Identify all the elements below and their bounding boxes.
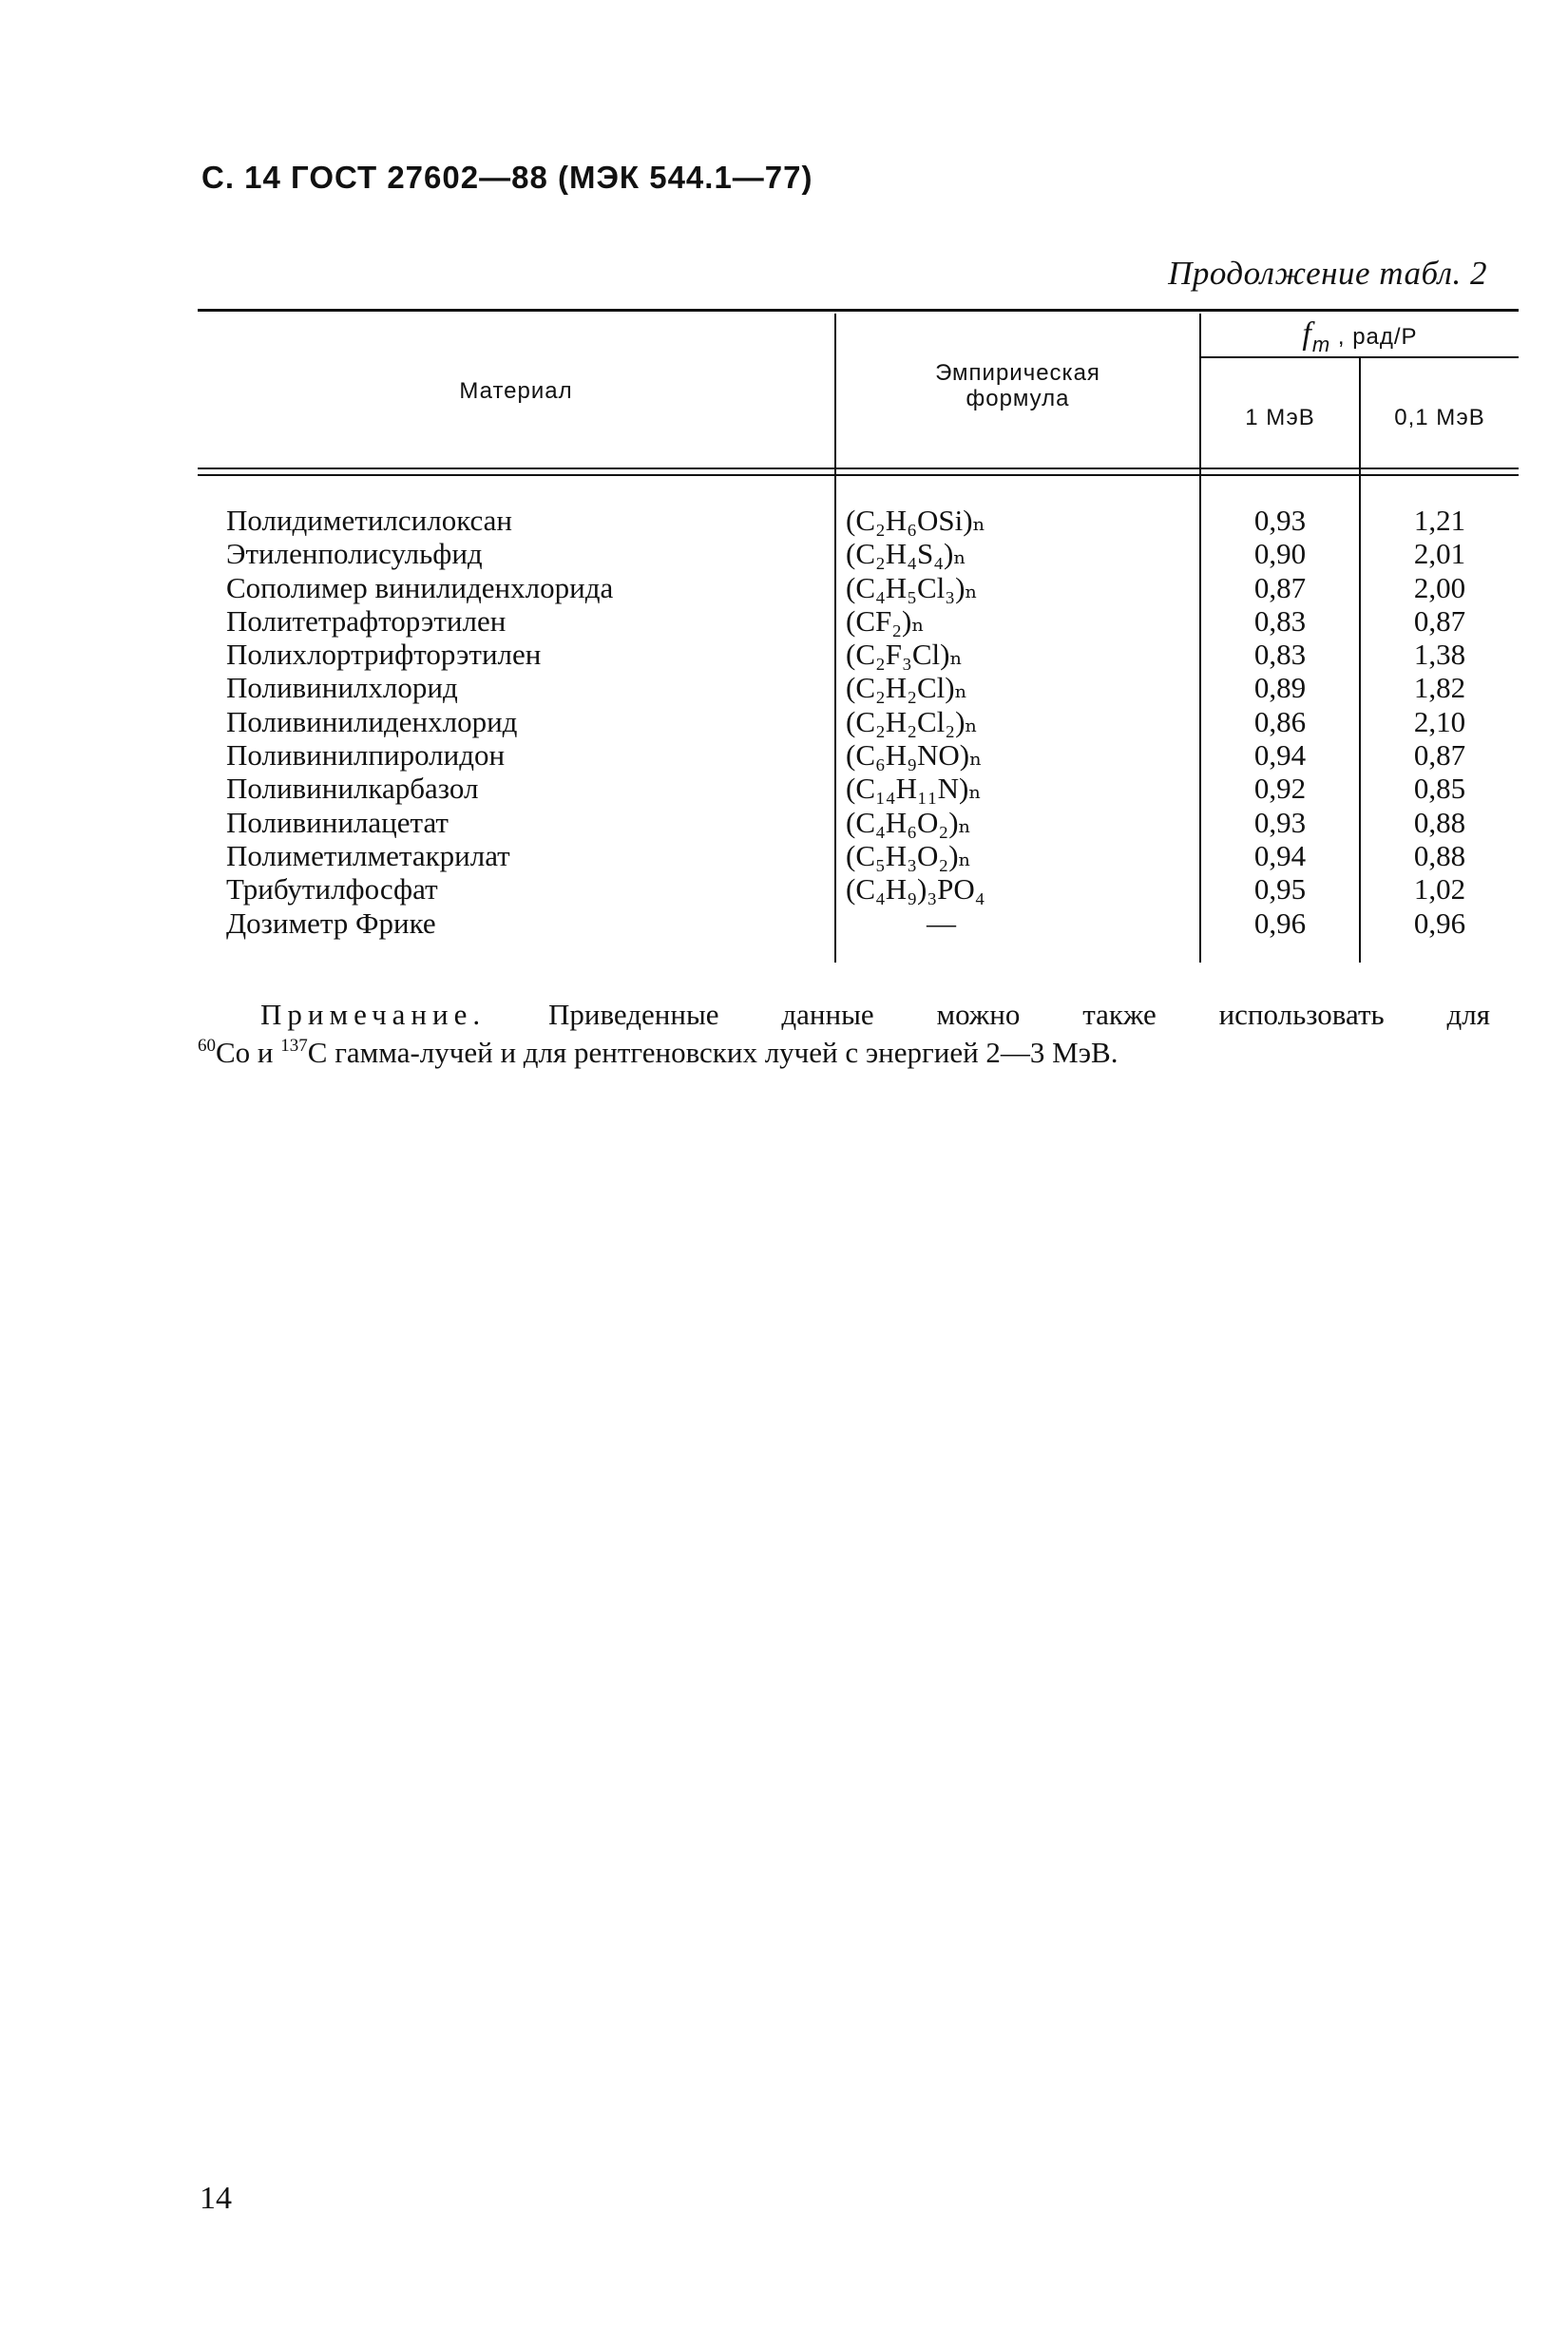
table-row bbox=[0, 638, 1568, 671]
table-top-rule bbox=[198, 309, 1519, 312]
cell-01mev: 2,10 bbox=[1413, 704, 1466, 738]
cell-formula: (C₄H₆O₂)ₙ bbox=[846, 805, 971, 839]
cell-1mev: 0,94 bbox=[1253, 838, 1307, 872]
cell-formula: (C₅H₃O₂)ₙ bbox=[846, 838, 971, 872]
cell-material: Поливинилхлорид bbox=[226, 671, 458, 705]
table-row bbox=[0, 671, 1568, 704]
page-number: 14 bbox=[200, 2181, 232, 2216]
cell-01mev: 1,82 bbox=[1413, 671, 1466, 705]
cell-1mev: 0,87 bbox=[1253, 570, 1307, 604]
header-bottom-rule-1 bbox=[198, 468, 1519, 469]
cell-material: Поливинилиденхлорид bbox=[226, 704, 518, 738]
cell-formula: (C₆H₉NO)ₙ bbox=[846, 738, 983, 773]
cell-formula: (C₂H₂Cl)ₙ bbox=[846, 671, 968, 705]
table-row bbox=[0, 571, 1568, 604]
cell-1mev: 0,89 bbox=[1253, 671, 1307, 705]
cell-material: Полидиметилсилоксан bbox=[226, 504, 512, 537]
table-row bbox=[0, 772, 1568, 805]
col-header-formula-line2: формула bbox=[966, 386, 1070, 411]
cell-formula: (C₂H₂Cl₂)ₙ bbox=[846, 704, 978, 738]
cell-1mev: 0,92 bbox=[1253, 772, 1307, 806]
header-bottom-rule-2 bbox=[198, 474, 1519, 476]
cell-formula: (C₁₄H₁₁N)ₙ bbox=[846, 772, 982, 806]
table-caption: Продолжение табл. 2 bbox=[1168, 255, 1487, 292]
table-row bbox=[0, 806, 1568, 839]
cell-1mev: 0,83 bbox=[1253, 603, 1307, 638]
fm-subscript: m bbox=[1311, 333, 1331, 356]
table-body bbox=[0, 504, 1568, 940]
table-row bbox=[0, 604, 1568, 638]
cell-material: Поливинилацетат bbox=[226, 805, 449, 839]
cell-01mev: 0,87 bbox=[1413, 603, 1466, 638]
cell-1mev: 0,95 bbox=[1253, 872, 1307, 906]
note-line-1 bbox=[198, 996, 1490, 1034]
cell-material: Этиленполисульфид bbox=[226, 537, 483, 571]
page-header: С. 14 ГОСТ 27602—88 (МЭК 544.1—77) bbox=[201, 160, 813, 195]
fm-unit: , рад/Р bbox=[1330, 324, 1418, 350]
cell-formula: (C₄H₉)₃PO₄ bbox=[846, 872, 985, 906]
table-row bbox=[0, 705, 1568, 738]
table-row bbox=[0, 839, 1568, 872]
col-header-formula-line1: Эмпирическая bbox=[935, 360, 1100, 386]
col-header-1mev: 1 МэВ bbox=[1245, 405, 1315, 430]
note-text-1: Приведенные данные можно также использовать для bbox=[486, 998, 1490, 1031]
note-text-2: Co и bbox=[216, 1036, 281, 1069]
cell-formula: (C₂H₆OSi)ₙ bbox=[846, 504, 985, 537]
cell-01mev: 2,01 bbox=[1413, 537, 1466, 571]
cell-01mev: 0,88 bbox=[1413, 838, 1466, 872]
table-note bbox=[198, 996, 1490, 1072]
cell-01mev: 1,02 bbox=[1413, 872, 1466, 906]
cell-1mev: 0,96 bbox=[1253, 906, 1307, 940]
col-header-material: Материал bbox=[459, 378, 573, 404]
note-label: Примечание. bbox=[260, 998, 487, 1031]
cell-1mev: 0,94 bbox=[1253, 738, 1307, 773]
table-row bbox=[0, 872, 1568, 906]
cell-01mev: 0,87 bbox=[1413, 738, 1466, 773]
cell-1mev: 0,83 bbox=[1253, 638, 1307, 672]
cell-1mev: 0,93 bbox=[1253, 504, 1307, 537]
cell-material: Поливинилкарбазол bbox=[226, 772, 479, 806]
cell-01mev: 0,88 bbox=[1413, 805, 1466, 839]
col-header-fm bbox=[1201, 317, 1519, 362]
cell-01mev: 1,21 bbox=[1413, 504, 1466, 537]
cell-01mev: 0,85 bbox=[1413, 772, 1466, 806]
fm-symbol: f bbox=[1302, 316, 1312, 352]
table-row bbox=[0, 738, 1568, 772]
cell-01mev: 0,96 bbox=[1413, 906, 1466, 940]
table-row bbox=[0, 906, 1568, 940]
cell-1mev: 0,86 bbox=[1253, 704, 1307, 738]
table-row bbox=[0, 537, 1568, 570]
note-text-3: C гамма-лучей и для рентгеновских лучей с энергией 2—3 МэВ. bbox=[307, 1036, 1119, 1069]
cell-material: Полиметилметакрилат bbox=[226, 838, 510, 872]
cell-formula: — bbox=[927, 906, 956, 940]
cell-material: Трибутилфосфат bbox=[226, 872, 438, 906]
note-line-2 bbox=[198, 1034, 1490, 1072]
col-header-01mev: 0,1 МэВ bbox=[1394, 405, 1485, 430]
cell-formula: (C₄H₅Cl₃)ₙ bbox=[846, 570, 978, 604]
cell-formula: (CF₂)ₙ bbox=[846, 603, 925, 638]
note-sup-137: 137 bbox=[280, 1036, 308, 1056]
cell-material: Сополимер винилиденхлорида bbox=[226, 570, 614, 604]
cell-1mev: 0,93 bbox=[1253, 805, 1307, 839]
cell-formula: (C₂H₄S₄)ₙ bbox=[846, 537, 966, 571]
cell-formula: (C₂F₃Cl)ₙ bbox=[846, 638, 963, 672]
note-sup-60: 60 bbox=[198, 1036, 216, 1056]
table-row bbox=[0, 504, 1568, 537]
cell-material: Дозиметр Фрике bbox=[226, 906, 436, 940]
cell-01mev: 2,00 bbox=[1413, 570, 1466, 604]
cell-1mev: 0,90 bbox=[1253, 537, 1307, 571]
cell-material: Поливинилпиролидон bbox=[226, 738, 506, 773]
cell-material: Полихлортрифторэтилен bbox=[226, 638, 542, 672]
col-header-formula bbox=[836, 360, 1199, 411]
cell-material: Политетрафторэтилен bbox=[226, 603, 507, 638]
cell-01mev: 1,38 bbox=[1413, 638, 1466, 672]
